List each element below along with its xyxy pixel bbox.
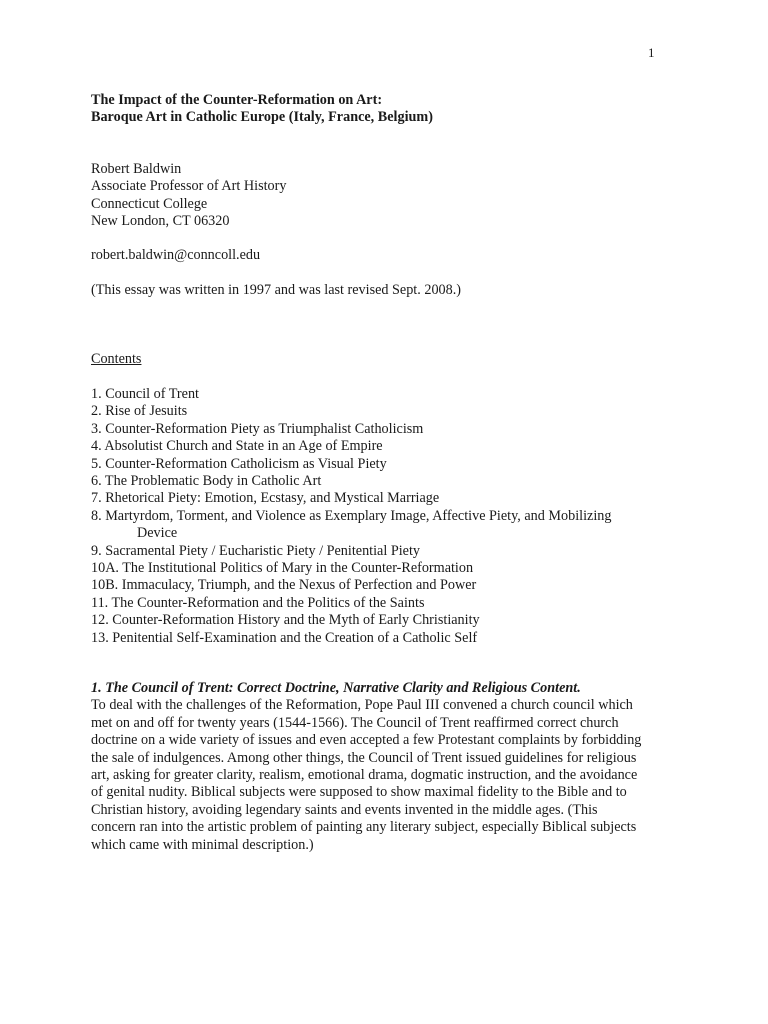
revision-note: (This essay was written in 1997 and was last revised Sept. 2008.) <box>91 282 461 298</box>
body-line: the sale of indulgences. Among other things, the Council of Trent issued guidelines for religious <box>91 749 637 766</box>
body-line: Christian history, avoiding legendary saints and events invented in the middle ages. (This <box>91 801 598 818</box>
body-line: concern ran into the artistic problem of painting any literary subject, especially Biblical subjects <box>91 819 637 836</box>
contents-item-text: 8. Martyrdom, Torment, and Violence as Exemplary Image, Affective Piety, and Mobilizing <box>91 507 612 524</box>
section-1 <box>91 680 681 854</box>
document-title <box>91 92 433 127</box>
contents-item: 10B. Immaculacy, Triumph, and the Nexus of Perfection and Power <box>91 577 477 594</box>
title-line-2: Baroque Art in Catholic Europe (Italy, France, Belgium) <box>91 109 433 126</box>
author-name: Robert Baldwin <box>91 161 182 177</box>
section-body <box>91 697 681 854</box>
contents-item <box>91 508 611 543</box>
contents-item: 11. The Counter-Reformation and the Politics of the Saints <box>91 594 425 611</box>
contents-item: 6. The Problematic Body in Catholic Art <box>91 473 322 490</box>
body-line: which came with minimal description.) <box>91 836 314 853</box>
contents-item-continuation: Device <box>137 525 178 542</box>
contents-item: 13. Penitential Self-Examination and the Creation of a Catholic Self <box>91 629 478 646</box>
section-heading: 1. The Council of Trent: Correct Doctrine, Narrative Clarity and Religious Content. <box>91 680 581 696</box>
body-line: met on and off for twenty years (1544-1566). The Council of Trent reaffirmed correct church <box>91 714 619 731</box>
author-institution: Connecticut College <box>91 195 208 212</box>
contents-item: 10A. The Institutional Politics of Mary in the Counter-Reformation <box>91 560 474 577</box>
contents-item: 1. Council of Trent <box>91 386 199 402</box>
contents-item: 2. Rise of Jesuits <box>91 403 188 420</box>
contents-heading: Contents <box>91 351 142 367</box>
contents-list <box>91 386 611 647</box>
body-line: doctrine on a wide variety of issues and even accepted a few Protestant complaints by forbidding <box>91 732 642 749</box>
contents-item: 4. Absolutist Church and State in an Age of Empire <box>91 438 383 455</box>
contents-item: 7. Rhetorical Piety: Emotion, Ecstasy, and Mystical Marriage <box>91 490 440 507</box>
contents-item: 5. Counter-Reformation Catholicism as Visual Piety <box>91 455 387 472</box>
author-position: Associate Professor of Art History <box>91 178 287 195</box>
body-line: To deal with the challenges of the Reformation, Pope Paul III convened a church council which <box>91 697 633 714</box>
author-block <box>91 161 286 231</box>
contents-item: 3. Counter-Reformation Piety as Triumphalist Catholicism <box>91 420 424 437</box>
body-line: art, asking for greater clarity, realism, emotional drama, dogmatic instruction, and the avoidance <box>91 767 638 784</box>
author-email: robert.baldwin@conncoll.edu <box>91 247 261 263</box>
title-line-1: The Impact of the Counter-Reformation on Art: <box>91 92 383 108</box>
page-number: 1 <box>648 45 655 60</box>
contents-item: 12. Counter-Reformation History and the Myth of Early Christianity <box>91 612 480 629</box>
author-address: New London, CT 06320 <box>91 213 230 230</box>
body-line: of genital nudity. Biblical subjects were supposed to show maximal fidelity to the Bible and to <box>91 784 627 801</box>
contents-item: 9. Sacramental Piety / Eucharistic Piety / Penitential Piety <box>91 542 421 559</box>
